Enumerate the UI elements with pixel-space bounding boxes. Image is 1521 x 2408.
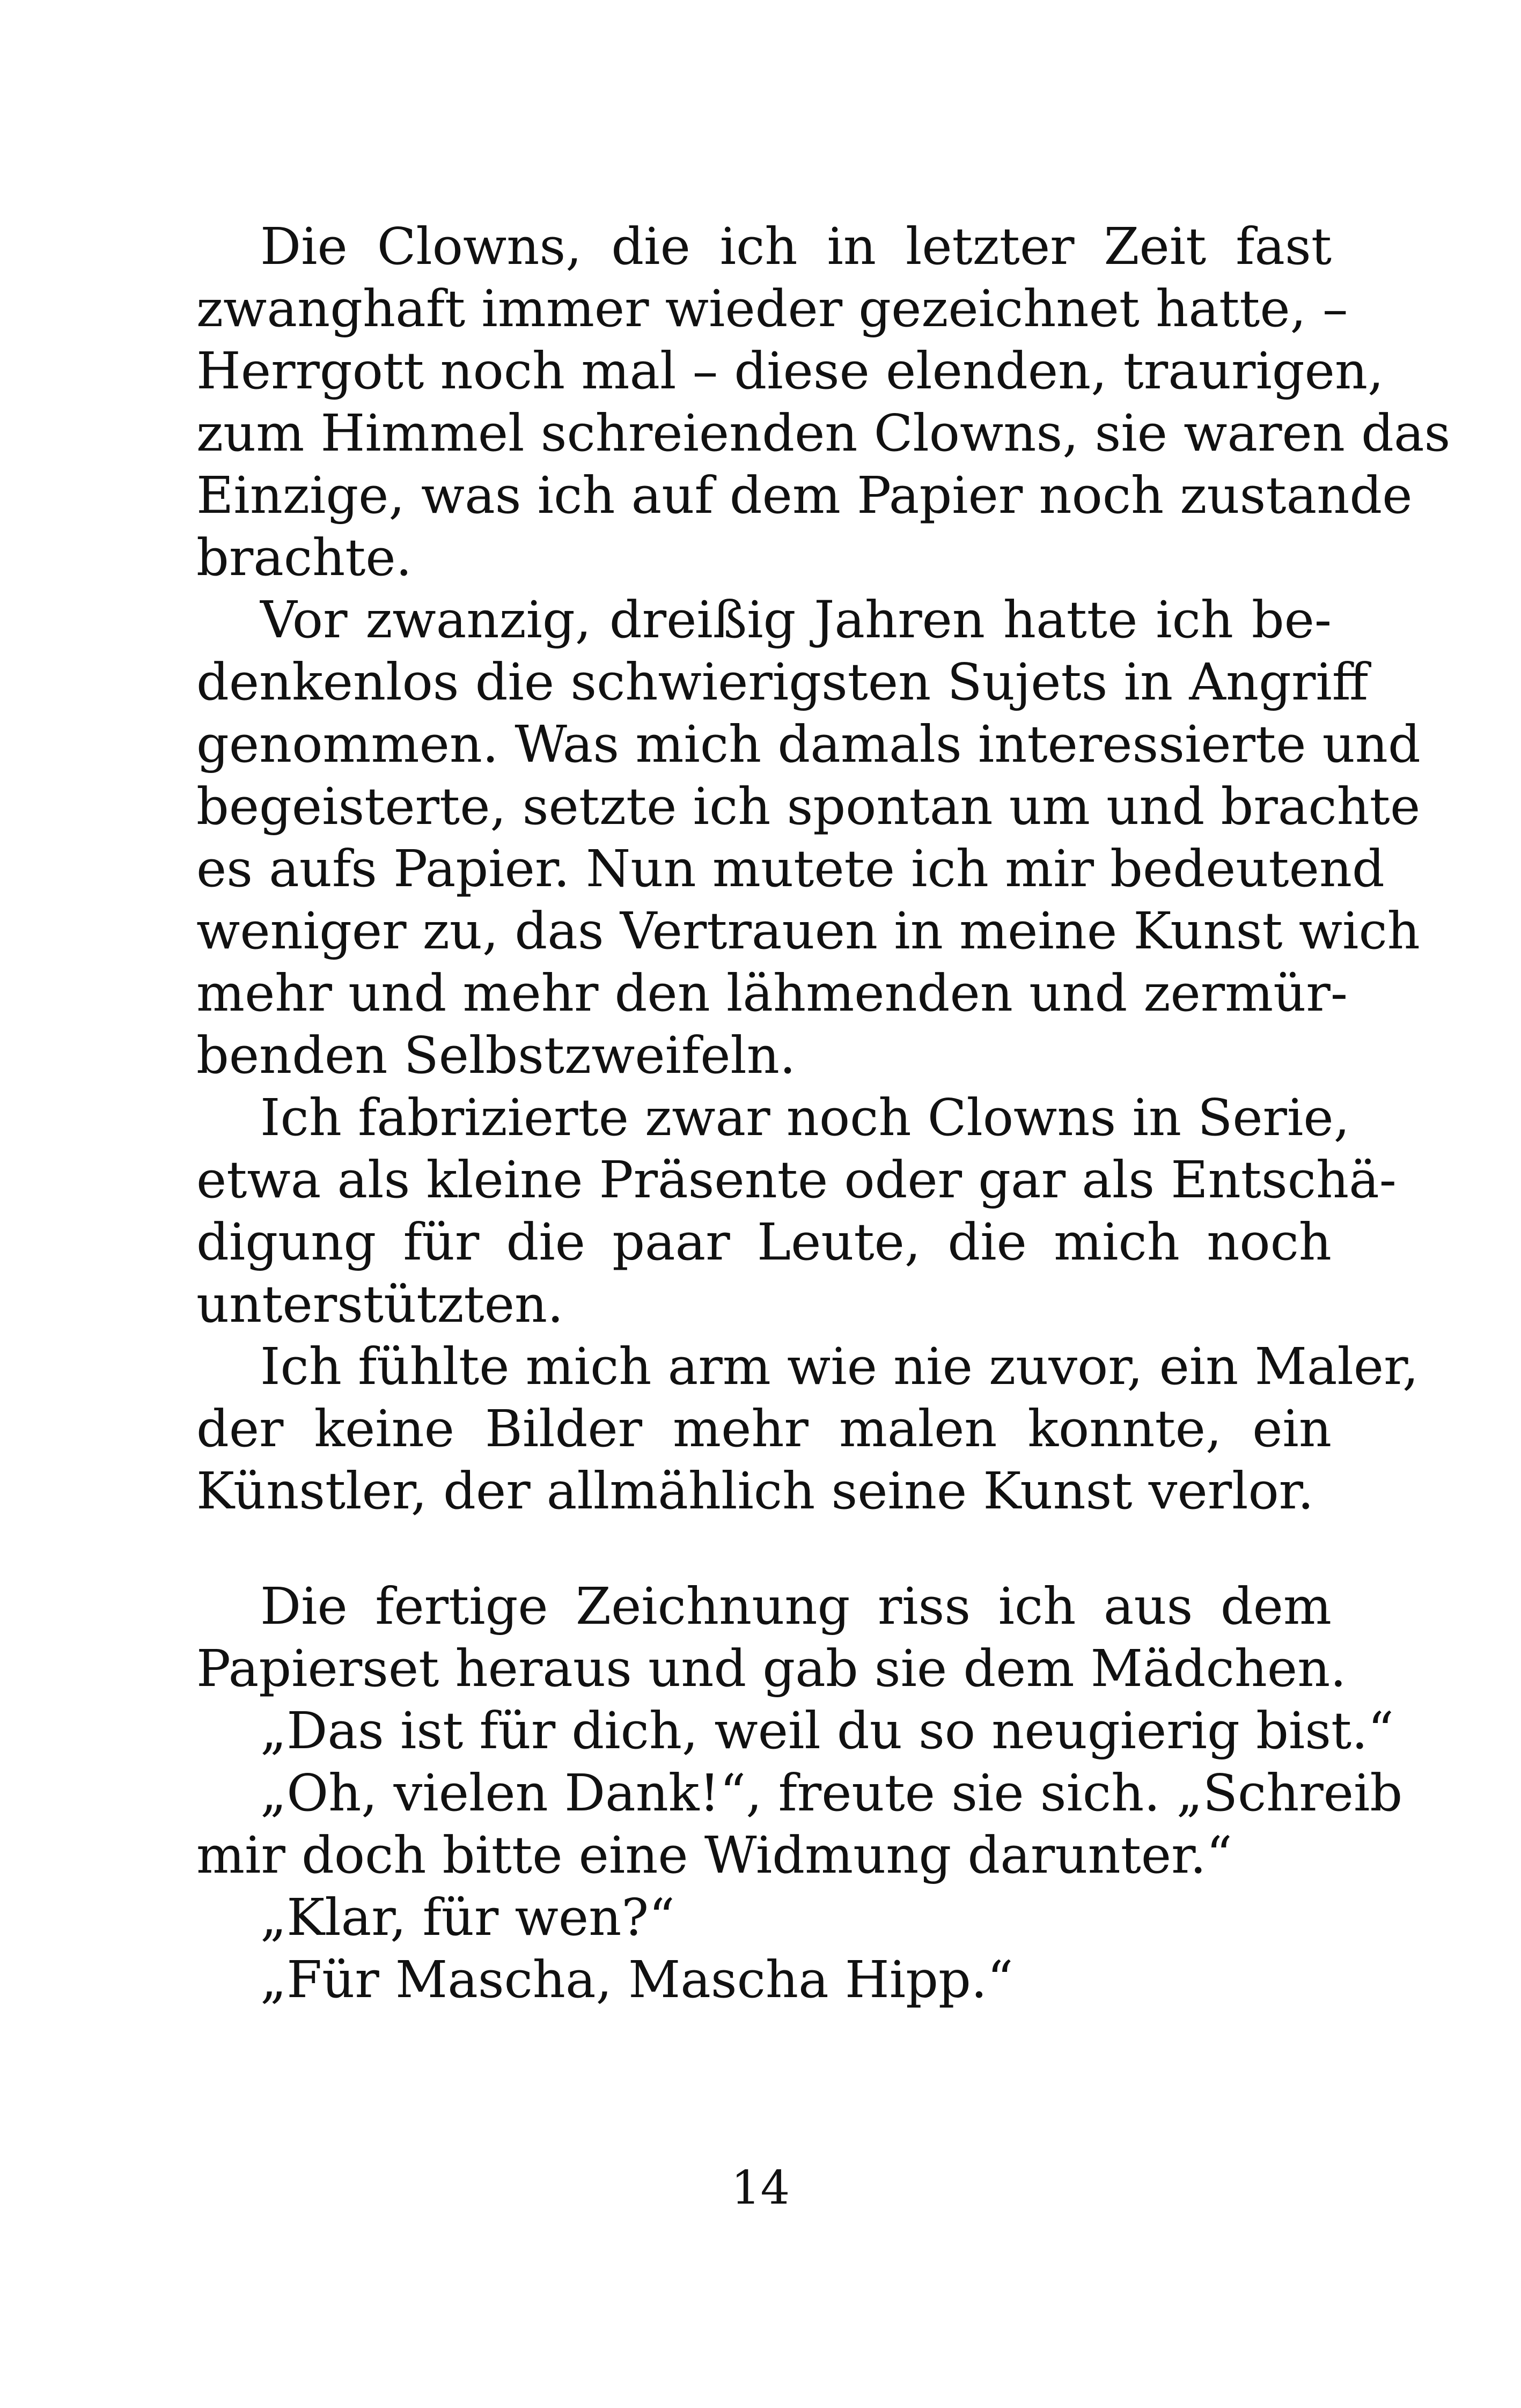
text-block-narrative (196, 216, 1451, 1522)
text-line: weniger zu, das Vertrauen in meine Kunst wich (196, 902, 1420, 961)
text-line: zum Himmel schreienden Clowns, sie waren das (196, 404, 1451, 463)
text-line: Ich fabrizierte zwar noch Clowns in Serie, (260, 1088, 1350, 1147)
text-line: Herrgott noch mal – diese elenden, traurigen, (196, 342, 1384, 401)
text-line: benden Selbstzweifeln. (196, 1026, 796, 1085)
text-line: Die fertige Zeichnung riss ich aus dem (260, 1577, 1332, 1636)
text-line: genommen. Was mich damals interessierte und (196, 715, 1421, 774)
text-line: Künstler, der allmählich seine Kunst verlor. (196, 1462, 1314, 1521)
text-line: Vor zwanzig, dreißig Jahren hatte ich be- (260, 591, 1332, 650)
text-line: Ich fühlte mich arm wie nie zuvor, ein Maler, (260, 1337, 1419, 1396)
text-line: „Klar, für wen?“ (260, 1888, 675, 1947)
text-line: brachte. (196, 528, 412, 587)
text-line: denkenlos die schwierigsten Sujets in Angriff (196, 653, 1369, 712)
text-line: mir doch bitte eine Widmung darunter.“ (196, 1826, 1232, 1885)
page-number: 14 (731, 2161, 790, 2215)
text-block-dialogue (196, 1575, 1403, 2011)
text-line: unterstützten. (196, 1275, 564, 1334)
text-line: zwanghaft immer wieder gezeichnet hatte, – (196, 279, 1348, 338)
text-line: „Das ist für dich, weil du so neugierig bist.“ (260, 1702, 1394, 1761)
text-line: Die Clowns, die ich in letzter Zeit fast (260, 217, 1332, 276)
text-line: digung für die paar Leute, die mich noch (196, 1213, 1332, 1272)
text-line: „Für Mascha, Mascha Hipp.“ (260, 1950, 1013, 2009)
text-line: Papierset heraus und gab sie dem Mädchen. (196, 1639, 1347, 1698)
text-line: mehr und mehr den lähmenden und zermür- (196, 964, 1348, 1023)
text-line: begeisterte, setzte ich spontan um und brachte (196, 777, 1421, 836)
text-line: Einzige, was ich auf dem Papier noch zustande (196, 466, 1413, 525)
text-line: etwa als kleine Präsente oder gar als Entschä- (196, 1151, 1397, 1210)
text-line: „Oh, vielen Dank!“, freute sie sich. „Schreib (260, 1764, 1403, 1823)
text-line: der keine Bilder mehr malen konnte, ein (196, 1400, 1332, 1459)
text-line: es aufs Papier. Nun mutete ich mir bedeutend (196, 840, 1385, 899)
